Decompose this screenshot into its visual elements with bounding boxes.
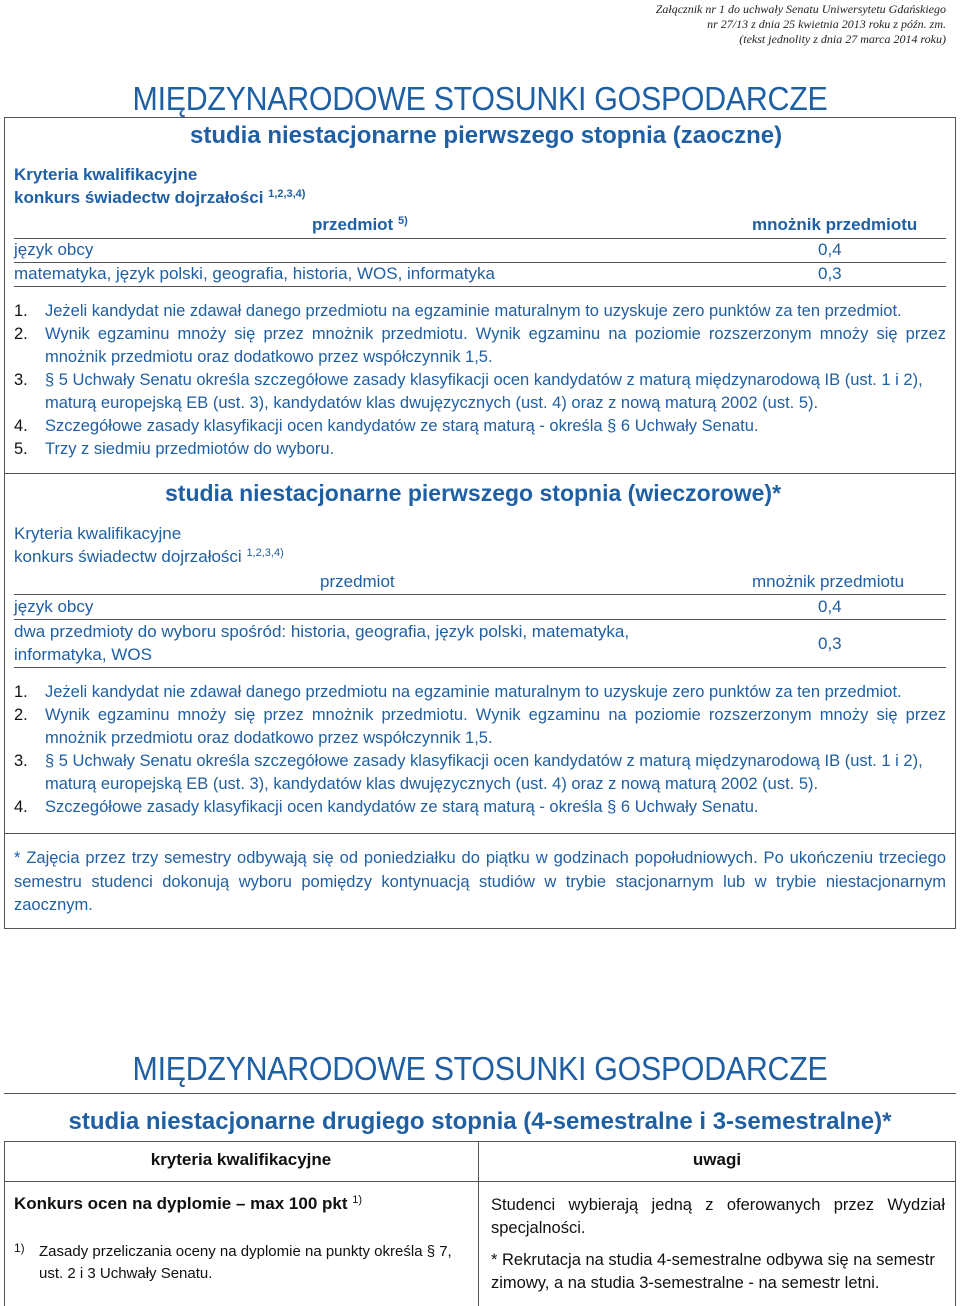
col-criteria-header: kryteria kwalifikacyjne (150, 1150, 332, 1169)
table2-row1-subject: język obcy (14, 597, 94, 616)
table3-header-line (4, 1181, 956, 1182)
competition-sup-2: 1,2,3,4) (246, 547, 284, 559)
note-text: Wynik egzaminu mnoży się przez mnożnik przedmiotu. Wynik egzaminu na poziomie rozszerzonym mnoży się przez (45, 325, 946, 343)
table3-top-line (4, 1141, 956, 1142)
note-text: Wynik egzaminu mnoży się przez mnożnik przedmiotu. Wynik egzaminu na poziomie rozszerzonym mnoży się przez (45, 706, 946, 724)
col-notes-header: uwagi (692, 1150, 742, 1169)
col-subject-sup: 5) (397, 215, 408, 227)
table2-row1-line (14, 619, 946, 620)
section1-left-border (4, 117, 5, 929)
competition-label (14, 188, 305, 208)
note-text: § 5 Uchwały Senatu określa szczegółowe zasady klasyfikacji ocen kandydatów z maturą międzynarodową IB (ust. 1 i 2), (45, 752, 923, 770)
table3-mid-border (478, 1141, 479, 1306)
diploma-footnote-line-b: ust. 2 i 3 Uchwały Senatu. (39, 1265, 213, 1282)
section1-subtitle: studia niestacjonarne pierwszego stopnia (zaoczne) (190, 122, 783, 149)
note-text: Trzy z siedmiu przedmiotów do wyboru. (45, 440, 335, 458)
note-text-cont: mnożnik przedmiotu oraz dodatkowo przez współczynnik 1,5. (45, 348, 493, 366)
remark1-line-a: Studenci wybierają jedną z oferowanych przez Wydział (491, 1196, 945, 1214)
diploma-footnote-line-a: Zasady przeliczania oceny na dyplomie na punkty określa § 7, (39, 1243, 452, 1260)
note-text: Szczegółowe zasady klasyfikacji ocen kandydatów ze starą maturą - określa § 6 Uchwały Senatu. (45, 798, 759, 816)
footnote-line-c: zaocznym. (14, 896, 93, 914)
table1-row1-subject: język obcy (14, 240, 94, 259)
note-number: 3. (14, 371, 28, 389)
table1-row2-multiplier: 0,3 (818, 264, 842, 283)
note-text: Jeżeli kandydat nie zdawał danego przedmiotu na egzaminie maturalnym to uzyskuje zero punktów za ten przedmiot. (45, 302, 902, 320)
note-text: Szczegółowe zasady klasyfikacji ocen kandydatów ze starą maturą - określa § 6 Uchwały Senatu. (45, 417, 759, 435)
header-note (656, 2, 946, 47)
section1-right-border (955, 117, 956, 929)
remark2-line-a: * Rekrutacja na studia 4-semestralne odbywa się na semestr (491, 1251, 935, 1269)
note-text-cont: mnożnik przedmiotu oraz dodatkowo przez współczynnik 1,5. (45, 729, 493, 747)
competition-text: konkurs świadectw dojrzałości (14, 188, 264, 207)
table2-bottom-line (14, 667, 946, 668)
note-number: 2. (14, 706, 28, 724)
col-subject-header (312, 215, 408, 235)
col-subject-header-2: przedmiot (320, 572, 395, 591)
col-subject-text: przedmiot (312, 215, 394, 234)
footnote-line-b: semestru studenci dokonują wyboru pomiędzy kontynuacją studiów w trybie stacjonarnym lub w trybie niestacjonarnym (14, 872, 946, 891)
section3-title-underline (4, 1093, 956, 1094)
criteria-label: Kryteria kwalifikacyjne (14, 165, 198, 184)
note-number: 3. (14, 752, 28, 770)
note-text-cont: maturą europejską EB (ust. 3), kandydatów klas dwujęzycznych (ust. 4) oraz z nową maturą 2002 (ust. 5). (45, 394, 819, 412)
remark1-line-b: specjalności. (491, 1219, 586, 1237)
footnote (14, 847, 946, 918)
col-multiplier-header-2: mnożnik przedmiotu (752, 572, 905, 591)
competition-sup: 1,2,3,4) (268, 188, 306, 200)
table1-bottom-line (14, 286, 946, 287)
footnote-line-a: * Zajęcia przez trzy semestry odbywają się od poniedziałku do piątku w godzinach popołudniowych. Po ukończeniu trzeciego (14, 849, 946, 867)
section2-top-border (4, 473, 956, 474)
table2-row2-multiplier: 0,3 (818, 634, 842, 653)
table1-header-line (14, 238, 946, 239)
note-text: § 5 Uchwały Senatu określa szczegółowe zasady klasyfikacji ocen kandydatów z maturą międzynarodową IB (ust. 1 i 2), (45, 371, 923, 389)
note-number: 2. (14, 325, 28, 343)
section2-subtitle: studia niestacjonarne pierwszego stopnia (wieczorowe)* (165, 480, 782, 506)
section1-title: MIĘDZYNARODOWE STOSUNKI GOSPODARCZE (132, 80, 828, 117)
criteria-label-2: Kryteria kwalifikacyjne (14, 524, 182, 543)
diploma-footnote-num: 1) (14, 1241, 25, 1255)
table1-row1-multiplier: 0,4 (818, 240, 842, 259)
competition-diploma-text: Konkurs ocen na dyplomie – max 100 pkt (14, 1194, 348, 1213)
table3-right-border (955, 1141, 956, 1306)
table1-row2-subject: matematyka, język polski, geografia, historia, WOS, informatyka (14, 264, 495, 283)
section3-title: MIĘDZYNARODOWE STOSUNKI GOSPODARCZE (132, 1050, 828, 1087)
note-number: 1. (14, 683, 28, 701)
note-text: Jeżeli kandydat nie zdawał danego przedmiotu na egzaminie maturalnym to uzyskuje zero punktów za ten przedmiot. (45, 683, 902, 701)
table2-header-line (14, 594, 946, 595)
note-number: 1. (14, 302, 28, 320)
remarks (491, 1194, 945, 1295)
note-number: 4. (14, 417, 28, 435)
col-multiplier-header: mnożnik przedmiotu (752, 215, 918, 234)
competition-text-2: konkurs świadectw dojrzałości (14, 547, 242, 566)
note-text-cont: maturą europejską EB (ust. 3), kandydatów klas dwujęzycznych (ust. 4) oraz z nową maturą 2002 (ust. 5). (45, 775, 819, 793)
competition-diploma-sup: 1) (352, 1194, 363, 1206)
table2-row1-multiplier: 0,4 (818, 597, 842, 616)
section3-subtitle: studia niestacjonarne drugiego stopnia (4-semestralne i 3-semestralne)* (68, 1108, 892, 1135)
diploma-footnote (14, 1241, 464, 1285)
section1-bottom-border (4, 928, 956, 929)
note-number: 4. (14, 798, 28, 816)
header-note-line1: Załącznik nr 1 do uchwały Senatu Uniwersytetu Gdańskiego (655, 2, 946, 16)
remark2-line-b: zimowy, a na studia 3-semestralne - na semestr letni. (491, 1274, 880, 1292)
table2-row2-subject-b: informatyka, WOS (14, 645, 152, 664)
table2-row2-subject-a: dwa przedmioty do wyboru spośród: historia, geografia, język polski, matematyka, (14, 622, 630, 641)
table1-row1-line (14, 262, 946, 263)
header-note-line3: (tekst jednolity z dnia 27 marca 2014 roku) (739, 32, 946, 46)
footnote-divider (4, 833, 956, 834)
competition-label-2 (14, 547, 284, 567)
table3-left-border (4, 1141, 5, 1306)
note-number: 5. (14, 440, 28, 458)
section1-top-border (4, 117, 956, 118)
header-note-line2: nr 27/13 z dnia 25 kwietnia 2013 roku z późn. zm. (707, 17, 946, 31)
competition-diploma (14, 1194, 362, 1214)
